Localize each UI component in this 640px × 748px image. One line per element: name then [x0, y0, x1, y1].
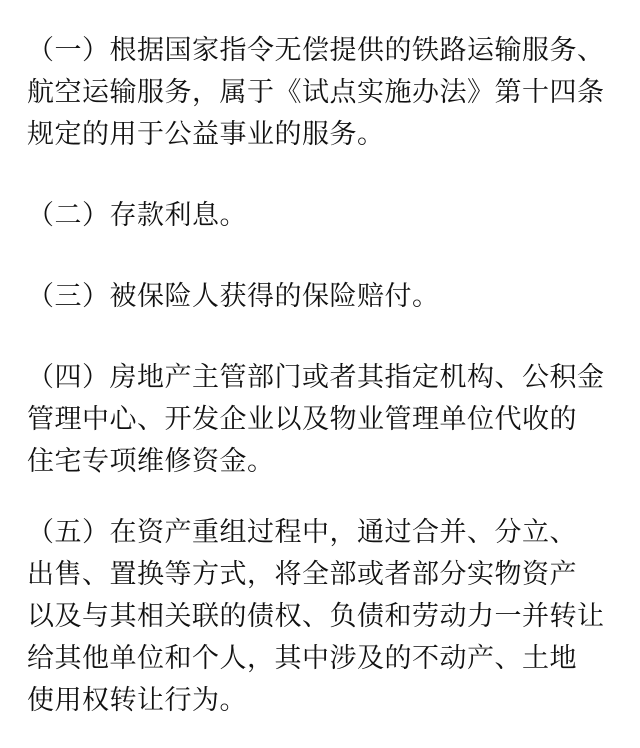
paragraph-line: （四）房地产主管部门或者其指定机构、公积金 [27, 362, 605, 393]
paragraph-line: （一）根据国家指令无偿提供的铁路运输服务、 [27, 35, 605, 66]
paragraph-line: 出售、置换等方式，将全部或者部分实物资产 [27, 559, 577, 590]
paragraph-line: （三）被保险人获得的保险赔付。 [27, 281, 440, 312]
paragraph-line: 管理中心、开发企业以及物业管理单位代收的 [27, 404, 577, 435]
paragraph-line: 给其他单位和个人，其中涉及的不动产、土地 [27, 643, 577, 674]
paragraph-line: 以及与其相关联的债权、负债和劳动力一并转让 [27, 601, 605, 632]
paragraph-3 [27, 276, 627, 318]
paragraph-1 [27, 30, 627, 156]
paragraph-line: （五）在资产重组过程中，通过合并、分立、 [27, 517, 577, 548]
paragraph-line: （二）存款利息。 [27, 200, 247, 231]
paragraph-2 [27, 195, 627, 237]
paragraph-line: 规定的用于公益事业的服务。 [27, 119, 385, 150]
paragraph-4 [27, 357, 627, 483]
paragraph-line: 使用权转让行为。 [27, 685, 247, 716]
paragraph-5 [27, 512, 627, 722]
paragraph-line: 航空运输服务，属于《试点实施办法》第十四条 [27, 77, 605, 108]
paragraph-line: 住宅专项维修资金。 [27, 446, 275, 477]
